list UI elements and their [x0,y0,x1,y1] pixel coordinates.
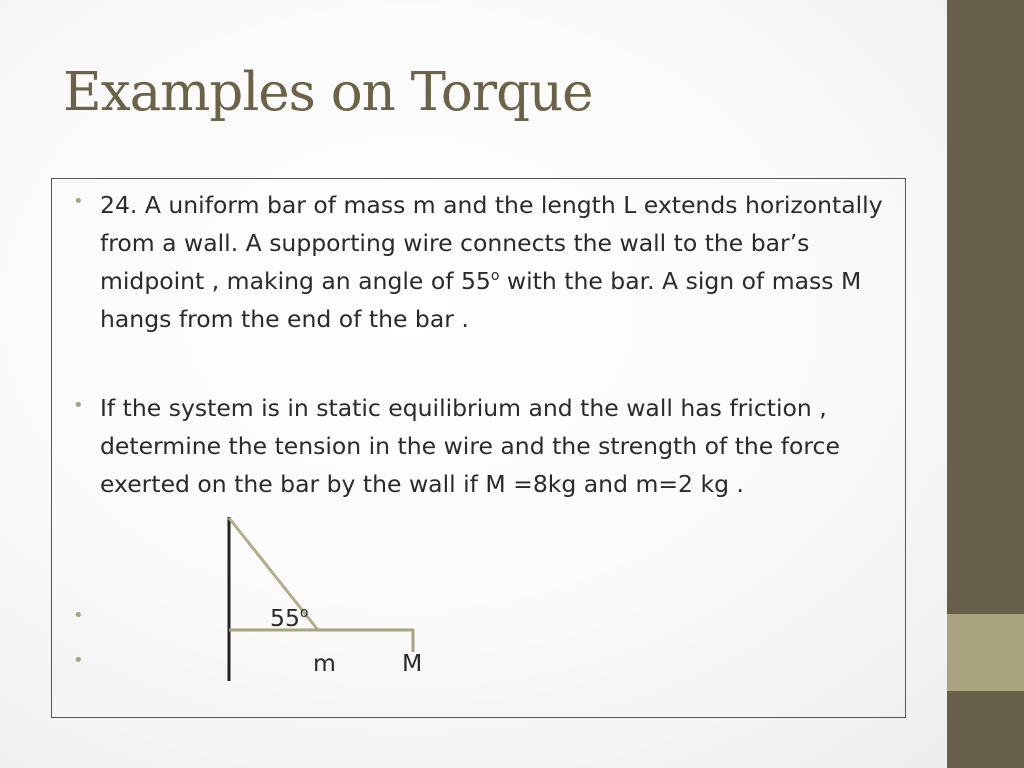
sign-mass-label: M [402,649,423,677]
bullet-3: • [73,605,84,626]
bullet-4: • [73,650,84,671]
bullet-1: • [73,191,84,212]
problem-question: If the system is in static equilibrium and the wall has friction , determine the tension in the wire and the strength of the force exerted on the bar by the wall if M =8kg and m=2 kg . [100,394,840,498]
bullet-2: • [73,395,84,416]
bar-mass-label: m [313,649,336,677]
angle-label: 55$^o$ [270,604,309,632]
slide-title: Examples on Torque [63,62,593,123]
problem-statement: 24. A uniform bar of mass m and the length L extends horizontally from a wall. A supporting wire connects the wall to the bar’s midpoint , making an angle of 55$^o$ with the bar. A sign of mass M hangs from the end of the bar . [100,191,883,333]
